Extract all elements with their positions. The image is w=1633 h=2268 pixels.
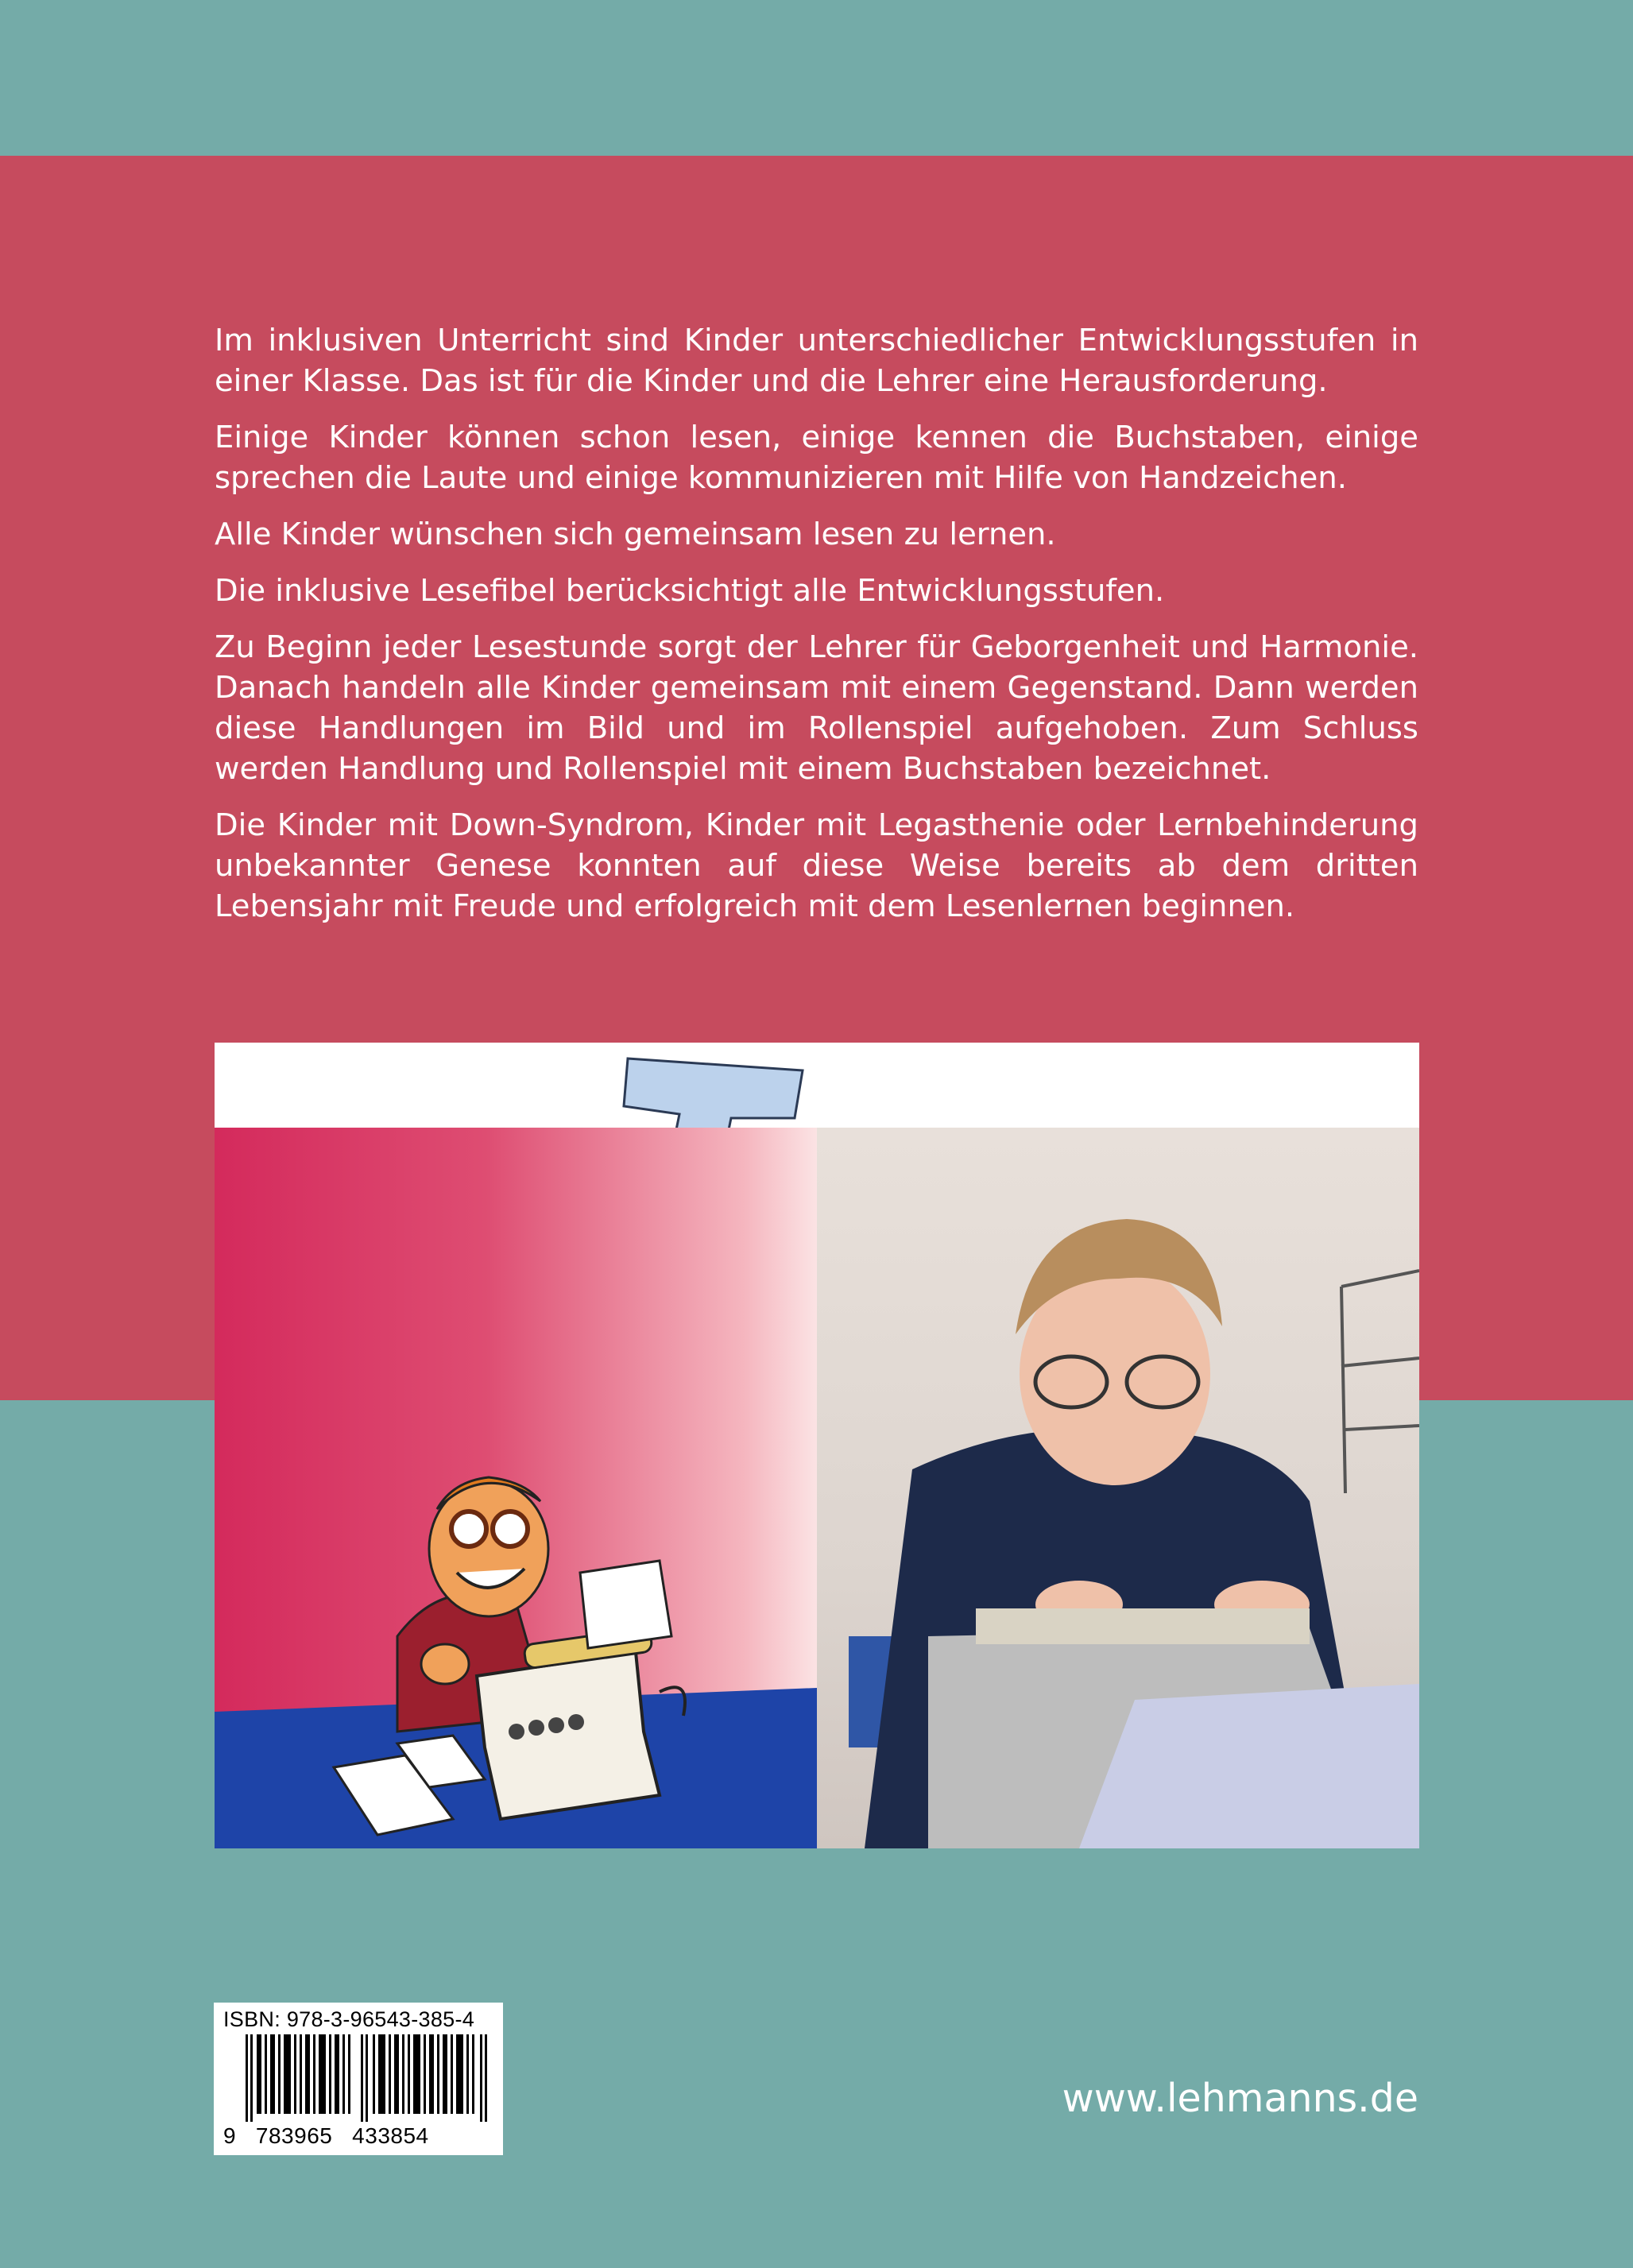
paragraph-4: Die inklusive Lesefibel berücksichtigt alle Entwicklungsstufen. [215, 573, 1165, 609]
paragraph-1: Im inklusiven Unterricht sind Kinder unterschiedlicher Entwicklungsstufen in einer Klasse. Das ist für die Kinder und die Lehrer eine Herausforderung. [215, 323, 1418, 399]
publisher-website[interactable]: www.lehmanns.de [1062, 2076, 1418, 2121]
paragraph-5: Zu Beginn jeder Lesestunde sorgt der Lehrer für Geborgenheit und Harmonie. Danach handeln alle Kinder gemeinsam mit einem Gegenstand. Dann werden diese Handlungen im Bild und im Rollenspiel aufgehoben. Zum Schluss werden Handlung und Rollenspiel mit einem Buchstaben bezeichnet. [215, 629, 1418, 787]
paragraph-6: Die Kinder mit Down-Syndrom, Kinder mit Legasthenie oder Lernbehinderung unbekannter Genese konnten auf diese Weise bereits ab dem dritten Lebensjahr mit Freude und erfolgreich mit dem Lesenlernen beginnen. [215, 807, 1418, 924]
child-photo-image [817, 1128, 1419, 1848]
barcode-image [246, 2034, 492, 2122]
cartoon-illustration [215, 1128, 817, 1848]
photo-child-typewriter [817, 1128, 1419, 1848]
paragraph-2: Einige Kinder können schon lesen, einige kennen die Buchstaben, einige sprechen die Laute und einige kommunizieren mit Hilfe von Handzeichen. [215, 420, 1418, 496]
isbn-barcode [214, 2003, 503, 2155]
isbn-label: ISBN: 978-3-96543-385-4 [223, 2007, 475, 2031]
cartoon-typist-image [215, 1128, 817, 1848]
back-cover-blurb [215, 320, 1418, 942]
barcode-digits: 9 783965 433854 [223, 2123, 429, 2148]
paragraph-3: Alle Kinder wünschen sich gemeinsam lesen zu lernen. [215, 517, 1056, 552]
cover-figure [215, 1043, 1419, 1848]
